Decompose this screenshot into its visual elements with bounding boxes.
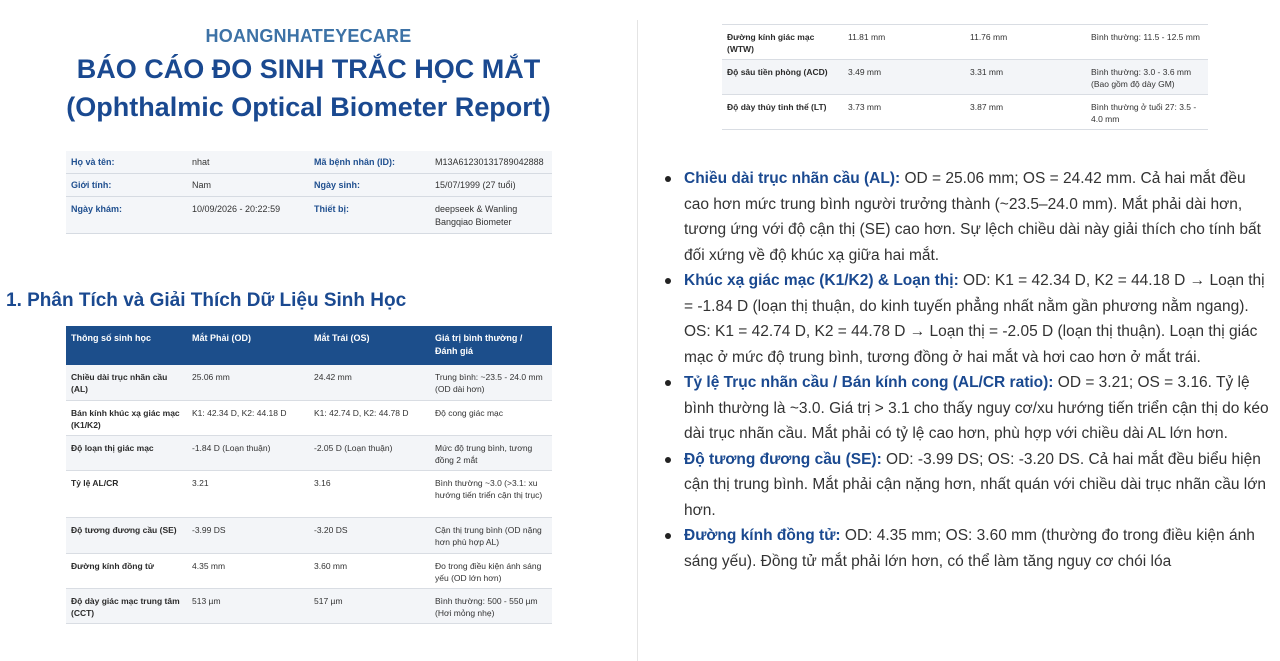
page-divider: [637, 20, 638, 661]
param-name: Đường kính đồng tử: [66, 553, 187, 588]
od-value: 3.73 mm: [843, 95, 965, 130]
section-heading: 1. Phân Tích và Giải Thích Dữ Liệu Sinh Học: [6, 290, 407, 311]
od-value: 4.35 mm: [187, 553, 309, 588]
table-row: [66, 196, 552, 233]
table-row: [66, 173, 552, 196]
column-header: Giá trị bình thường / Đánh giá: [430, 326, 552, 365]
report-page-left: [0, 0, 637, 661]
od-value: -1.84 D (Loạn thuận): [187, 435, 309, 470]
od-value: 513 µm: [187, 588, 309, 623]
os-value: 11.76 mm: [965, 25, 1086, 60]
table-row: [722, 25, 1208, 60]
normal-note: Bình thường: 11.5 - 12.5 mm: [1086, 25, 1208, 60]
os-value: 24.42 mm: [309, 365, 430, 400]
list-item: [664, 523, 1270, 574]
patient-name-label: Họ và tên:: [66, 151, 187, 173]
param-name: Độ sâu tiền phòng (ACD): [722, 60, 843, 95]
normal-note: Bình thường: 3.0 - 3.6 mm (Bao gồm độ dày GM): [1086, 60, 1208, 95]
od-value: 11.81 mm: [843, 25, 965, 60]
bullet-text: OD = 3.21; OS = 3.16. Tỷ lệ bình thường là ~3.0. Giá trị > 3.1 cho thấy nguy cơ/xu hướng tiến triển cận thị do kéo dài trục nhãn cầu. Mắt phải có tỷ lệ cao hơn, phù hợp với chiều dài AL lớn hơn.: [684, 374, 1269, 442]
os-value: -2.05 D (Loạn thuận): [309, 435, 430, 470]
normal-note: Mức độ trung bình, tương đồng 2 mắt: [430, 435, 552, 470]
table-row: [66, 400, 552, 435]
param-name: Độ loạn thị giác mạc: [66, 435, 187, 470]
normal-note: Độ cong giác mạc: [430, 400, 552, 435]
bullet-text: OD: -3.99 DS; OS: -3.20 DS. Cả hai mắt đều biểu hiện cận thị trung bình. Mắt phải cận nặng hơn, nhất quán với chiều dài trục nhãn cầu lớn hơn.: [684, 450, 1266, 519]
gender-label: Giới tính:: [66, 173, 187, 196]
param-name: Độ dày thủy tinh thể (LT): [722, 95, 843, 130]
table-row: [722, 95, 1208, 130]
dob-value: 15/07/1999 (27 tuổi): [430, 173, 552, 196]
dob-label: Ngày sinh:: [309, 173, 430, 196]
column-header: Thông số sinh học: [66, 326, 187, 365]
table-row: [66, 553, 552, 588]
gender-value: Nam: [187, 173, 309, 196]
patient-id-label: Mã bệnh nhân (ID):: [309, 151, 430, 173]
od-value: K1: 42.34 D, K2: 44.18 D: [187, 400, 309, 435]
normal-note: Cận thị trung bình (OD nặng hơn phù hợp AL): [430, 517, 552, 553]
bullet-term: Khúc xạ giác mạc (K1/K2) & Loạn thị:: [684, 272, 959, 289]
normal-note: Trung bình: ~23.5 - 24.0 mm (OD dài hơn): [430, 365, 552, 400]
od-value: -3.99 DS: [187, 517, 309, 553]
table-row: [722, 60, 1208, 95]
column-header: Mắt Phải (OD): [187, 326, 309, 365]
biometry-table-continued: [722, 24, 1208, 130]
table-row: [66, 517, 552, 553]
normal-note: Bình thường ~3.0 (>3.1: xu hướng tiến triển cận thị trục): [430, 470, 552, 517]
os-value: -3.20 DS: [309, 517, 430, 553]
bullet-text: OD: K1 = 42.34 D, K2 = 44.18 D → Loạn thị = -1.84 D (loạn thị thuận, do kinh tuyến phẳng nhất nằm gần phương nằm ngang). OS: K1 = 42.74 D, K2 = 44.78 D → Loạn thị = -2.05 D (loạn thị thuận). Loạn thị giác mạc ở mức độ trung bình, tương đồng ở hai mắt và hơi cao hơn ở mắt trái.: [684, 272, 1265, 366]
od-value: 3.49 mm: [843, 60, 965, 95]
list-item: [664, 166, 1270, 268]
table-header-row: [66, 326, 552, 365]
biometry-table: [66, 326, 552, 624]
table-row: [66, 435, 552, 470]
patient-name-value: nhat: [187, 151, 309, 173]
report-subtitle: (Ophthalmic Optical Biometer Report): [66, 92, 551, 122]
normal-note: Bình thường: 500 - 550 µm (Hơi mỏng nhẹ): [430, 588, 552, 623]
os-value: 3.87 mm: [965, 95, 1086, 130]
param-name: Bán kính khúc xạ giác mạc (K1/K2): [66, 400, 187, 435]
os-value: 3.16: [309, 470, 430, 517]
bullet-text: OD: 4.35 mm; OS: 3.60 mm (thường đo trong điều kiện ánh sáng yếu). Đồng tử mắt phải lớn hơn, có thể làm tăng nguy cơ chói lóa: [684, 527, 1255, 570]
brand-name: HOANGNHATEYECARE: [205, 26, 412, 46]
os-value: 3.31 mm: [965, 60, 1086, 95]
param-name: Chiều dài trục nhãn cầu (AL): [66, 365, 187, 400]
od-value: 25.06 mm: [187, 365, 309, 400]
param-name: Đường kính giác mạc (WTW): [722, 25, 843, 60]
param-name: Độ dày giác mạc trung tâm (CCT): [66, 588, 187, 623]
device-value: deepseek & Wanling Bangqiao Biometer: [430, 196, 552, 233]
os-value: 517 µm: [309, 588, 430, 623]
exam-date-value: 10/09/2026 - 20:22:59: [187, 196, 309, 233]
bullet-term: Đường kính đồng tử:: [684, 527, 841, 544]
param-name: Tỷ lệ AL/CR: [66, 470, 187, 517]
bullet-text: OD = 25.06 mm; OS = 24.42 mm. Cả hai mắt đều cao hơn mức trung bình người trưởng thành (~23.5–24.0 mm). Mắt phải dài hơn, tương ứng với độ cận thị (SE) cao hơn. Sự lệch chiều dài này giải thích cho tính bất đối xứng về độ khúc xạ giữa hai mắt.: [684, 170, 1261, 264]
bullet-term: Tỷ lệ Trục nhãn cầu / Bán kính cong (AL/CR ratio):: [684, 374, 1054, 391]
list-item: [664, 370, 1270, 447]
normal-note: Bình thường ở tuổi 27: 3.5 - 4.0 mm: [1086, 95, 1208, 130]
patient-info-table: [66, 151, 552, 234]
table-row: [66, 588, 552, 623]
list-item: [664, 447, 1270, 524]
os-value: K1: 42.74 D, K2: 44.78 D: [309, 400, 430, 435]
normal-note: Đo trong điều kiện ánh sáng yếu (OD lớn hơn): [430, 553, 552, 588]
report-title: BÁO CÁO ĐO SINH TRẮC HỌC MẮT: [76, 54, 541, 84]
bullet-term: Chiều dài trục nhãn cầu (AL):: [684, 170, 901, 187]
os-value: 3.60 mm: [309, 553, 430, 588]
column-header: Mắt Trái (OS): [309, 326, 430, 365]
device-label: Thiết bị:: [309, 196, 430, 233]
table-row: [66, 151, 552, 173]
patient-id-value: M13A61230131789042888: [430, 151, 552, 173]
bullet-term: Độ tương đương cầu (SE):: [684, 450, 882, 468]
od-value: 3.21: [187, 470, 309, 517]
list-item: [664, 268, 1270, 370]
table-row: [66, 470, 552, 517]
analysis-list: [664, 166, 1270, 574]
table-row: [66, 365, 552, 400]
exam-date-label: Ngày khám:: [66, 196, 187, 233]
param-name: Độ tương đương cầu (SE): [66, 517, 187, 553]
